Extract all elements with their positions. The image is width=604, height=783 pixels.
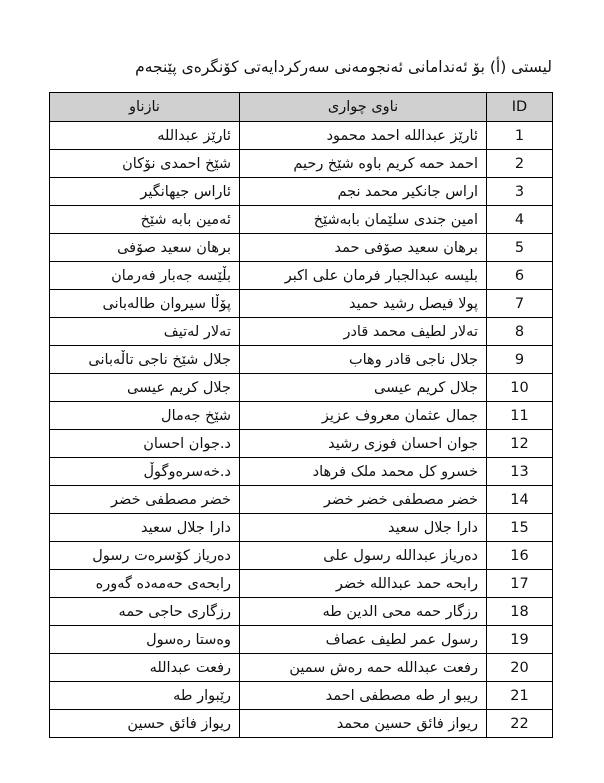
fullname-cell: تەلار لطیف محمد قادر xyxy=(240,318,487,346)
nickname-cell: دارا جلال سعید xyxy=(50,514,240,542)
fullname-cell: ریبو ار طه مصطفی احمد xyxy=(240,682,487,710)
id-cell: 15 xyxy=(487,514,553,542)
table-row xyxy=(50,234,553,262)
fullname-cell: پولا فیصل رشید حمید xyxy=(240,290,487,318)
id-cell: 2 xyxy=(487,150,553,178)
id-cell: 3 xyxy=(487,178,553,206)
nickname-cell: خضر مصطفی خضر xyxy=(50,486,240,514)
fullname-cell: دارا جلال سعید xyxy=(240,514,487,542)
table-row xyxy=(50,122,553,150)
table-row xyxy=(50,682,553,710)
nickname-cell: رێبوار طه xyxy=(50,682,240,710)
table-row xyxy=(50,710,553,738)
document-title: لیستی (أ) بۆ ئەندامانی ئەنجومەنی سەرکردایەتی کۆنگرەی پێنجەم xyxy=(135,58,552,76)
nickname-cell: جلال شێخ ناجی تاڵەبانی xyxy=(50,346,240,374)
fullname-cell: خسرو کل محمد ملک فرهاد xyxy=(240,458,487,486)
id-cell: 19 xyxy=(487,626,553,654)
fullname-cell: برهان سعید صۆفی حمد xyxy=(240,234,487,262)
fullname-cell: جلال کریم عیسی xyxy=(240,374,487,402)
fullname-cell: جوان احسان فوزی رشید xyxy=(240,430,487,458)
table-row xyxy=(50,486,553,514)
table-row xyxy=(50,318,553,346)
fullname-cell: امین جندی سلێمان بابەشێخ xyxy=(240,206,487,234)
fullname-cell: خضر مصطفی خضر خضر xyxy=(240,486,487,514)
id-cell: 18 xyxy=(487,598,553,626)
nickname-cell: ئارێز عبداللە xyxy=(50,122,240,150)
id-cell: 8 xyxy=(487,318,553,346)
fullname-cell: جمال عثمان معروف عزیز xyxy=(240,402,487,430)
fullname-cell: رفعت عبدالله حمه رەش سمین xyxy=(240,654,487,682)
fullname-cell: دەریاز عبدالله رسول علی xyxy=(240,542,487,570)
table-row xyxy=(50,626,553,654)
fullname-cell: رزگار حمه محی الدین طه xyxy=(240,598,487,626)
id-cell: 20 xyxy=(487,654,553,682)
table-row xyxy=(50,514,553,542)
table-row xyxy=(50,654,553,682)
fullname-cell: ریواز فائق حسین محمد xyxy=(240,710,487,738)
nickname-cell: شێخ جەمال xyxy=(50,402,240,430)
fullname-cell: بلیسه عبدالجبار فرمان علی اکبر xyxy=(240,262,487,290)
id-cell: 21 xyxy=(487,682,553,710)
nickname-cell: ئەمین بابە شێخ xyxy=(50,206,240,234)
table-row xyxy=(50,430,553,458)
header-fullname: ناوی چواری xyxy=(240,93,487,122)
table-row xyxy=(50,178,553,206)
table-row xyxy=(50,206,553,234)
nickname-cell: د.جوان احسان xyxy=(50,430,240,458)
members-table xyxy=(49,92,553,738)
id-cell: 17 xyxy=(487,570,553,598)
nickname-cell: جلال کریم عیسی xyxy=(50,374,240,402)
fullname-cell: اراس جانکیر محمد نجم xyxy=(240,178,487,206)
table-header-row xyxy=(50,93,553,122)
nickname-cell: شێخ احمدی نۆکان xyxy=(50,150,240,178)
table-row xyxy=(50,150,553,178)
nickname-cell: ئاراس جیهانگیر xyxy=(50,178,240,206)
fullname-cell: رابحه حمد عبدالله خضر xyxy=(240,570,487,598)
fullname-cell: احمد حمه کریم باوه شێخ رحیم xyxy=(240,150,487,178)
table-row xyxy=(50,542,553,570)
id-cell: 1 xyxy=(487,122,553,150)
nickname-cell: رابحەی حەمەدە گەورە xyxy=(50,570,240,598)
id-cell: 22 xyxy=(487,710,553,738)
nickname-cell: برهان سعید صۆفی xyxy=(50,234,240,262)
id-cell: 5 xyxy=(487,234,553,262)
nickname-cell: تەلار لەتیف xyxy=(50,318,240,346)
nickname-cell: ریواز فائق حسین xyxy=(50,710,240,738)
fullname-cell: جلال ناجی قادر وهاب xyxy=(240,346,487,374)
table-row xyxy=(50,346,553,374)
table-row xyxy=(50,262,553,290)
fullname-cell: ئارێز عبدالله احمد محمود xyxy=(240,122,487,150)
table-row xyxy=(50,598,553,626)
id-cell: 13 xyxy=(487,458,553,486)
id-cell: 10 xyxy=(487,374,553,402)
id-cell: 16 xyxy=(487,542,553,570)
fullname-cell: رسول عمر لطیف عصاف xyxy=(240,626,487,654)
header-id: ID xyxy=(487,93,553,122)
table-row xyxy=(50,458,553,486)
id-cell: 4 xyxy=(487,206,553,234)
nickname-cell: بڵێسە جەبار فەرمان xyxy=(50,262,240,290)
nickname-cell: دەریاز کۆسرەت رسول xyxy=(50,542,240,570)
nickname-cell: رفعت عبداللە xyxy=(50,654,240,682)
id-cell: 7 xyxy=(487,290,553,318)
table-row xyxy=(50,290,553,318)
nickname-cell: د.خەسرەوگوڵ xyxy=(50,458,240,486)
header-nickname: نازناو xyxy=(50,93,240,122)
id-cell: 11 xyxy=(487,402,553,430)
nickname-cell: پۆڵا سیروان طالەبانی xyxy=(50,290,240,318)
id-cell: 6 xyxy=(487,262,553,290)
nickname-cell: وەستا رەسول xyxy=(50,626,240,654)
nickname-cell: رزگاری حاجی حمه xyxy=(50,598,240,626)
table-row xyxy=(50,374,553,402)
table-row xyxy=(50,570,553,598)
id-cell: 14 xyxy=(487,486,553,514)
id-cell: 9 xyxy=(487,346,553,374)
table-row xyxy=(50,402,553,430)
id-cell: 12 xyxy=(487,430,553,458)
